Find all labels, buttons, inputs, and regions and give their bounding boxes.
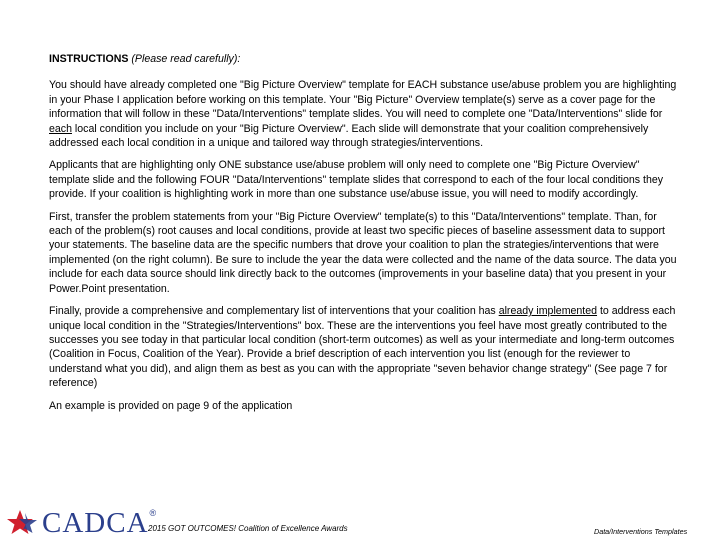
paragraph-1-underlined: each [49, 122, 72, 135]
logo-text: CADCA [42, 507, 149, 539]
footer-template-label: Data/Interventions Templates [594, 527, 688, 536]
instructions-heading [49, 52, 681, 66]
instructions-heading-bold: INSTRUCTIONS [49, 53, 129, 65]
logo-registered-mark: ® [149, 508, 157, 518]
paragraph-3: First, transfer the problem statements from your "Big Picture Overview" template(s) to this "Data/Interventions" template. Than, for each of the problem(s) root causes and local conditions, provide at least two specific pieces of baseline assessment data to support your statements. The baseline data are the specific numbers that drove your coalition to plan the strategies/interventions that were implemented (on the right column). Be sure to include the year the data were collected and the name of the data source. The data you include for each data source should link directly back to the outcomes (improvements in your baseline data) that you present in your Power.Point presentation. [49, 210, 677, 295]
footer [0, 502, 720, 540]
paragraph-4 [49, 304, 681, 390]
footer-awards-text: 2015 GOT OUTCOMES! Coalition of Excellence Awards [148, 524, 348, 533]
paragraph-1-part-b: local condition you include on your "Big Picture Overview". Each slide will demonstrate that your coalition comprehensively addressed each local condition in a unique and tailored way through strategies/interventions. [49, 122, 649, 150]
paragraph-4-part-b: to address each unique local condition in the "Strategies/Interventions" box. These are the interventions you feel have most greatly contributed to the successes you see today in that particular local condition (short-term outcomes) as well as your intermediate and long-term outcomes (Coalition in Focus, Coalition of the Year). Provide a brief description of each intervention you list (enough for the reviewer to understand what you did), and align them as best as you can with the appropriate "seven behavior change strategy" (See page 7 for reference) [49, 305, 676, 390]
star-icon [6, 509, 40, 537]
paragraph-4-underlined: already implemented [498, 305, 598, 318]
paragraph-1 [49, 78, 681, 150]
paragraph-5: An example is provided on page 9 of the application [49, 399, 293, 412]
paragraph-1-part-a: You should have already completed one "Big Picture Overview" template for EACH substance use/abuse problem you are highlighting in your Phase I application before working on this template. Your "Big Picture" Overview template(s) serve as a cover page for the information that will follow in these "Data/Interventions" template slides. You will need to complete one "Data/Interventions" slide for [49, 79, 677, 121]
instructions-heading-note: (Please read carefully): [128, 53, 241, 65]
instructions-body [49, 52, 681, 421]
cadca-logo [6, 508, 156, 538]
paragraph-4-part-a: Finally, provide a comprehensive and complementary list of interventions that your coalition has [49, 305, 499, 318]
paragraph-2: Applicants that are highlighting only ONE substance use/abuse problem will only need to complete one "Big Picture Overview" template slide and the following FOUR "Data/Interventions" template slides that correspond to each of the four local conditions they provide. If your coalition is highlighting work in more than one substance use/abuse issue, you will need to modify accordingly. [49, 159, 664, 201]
